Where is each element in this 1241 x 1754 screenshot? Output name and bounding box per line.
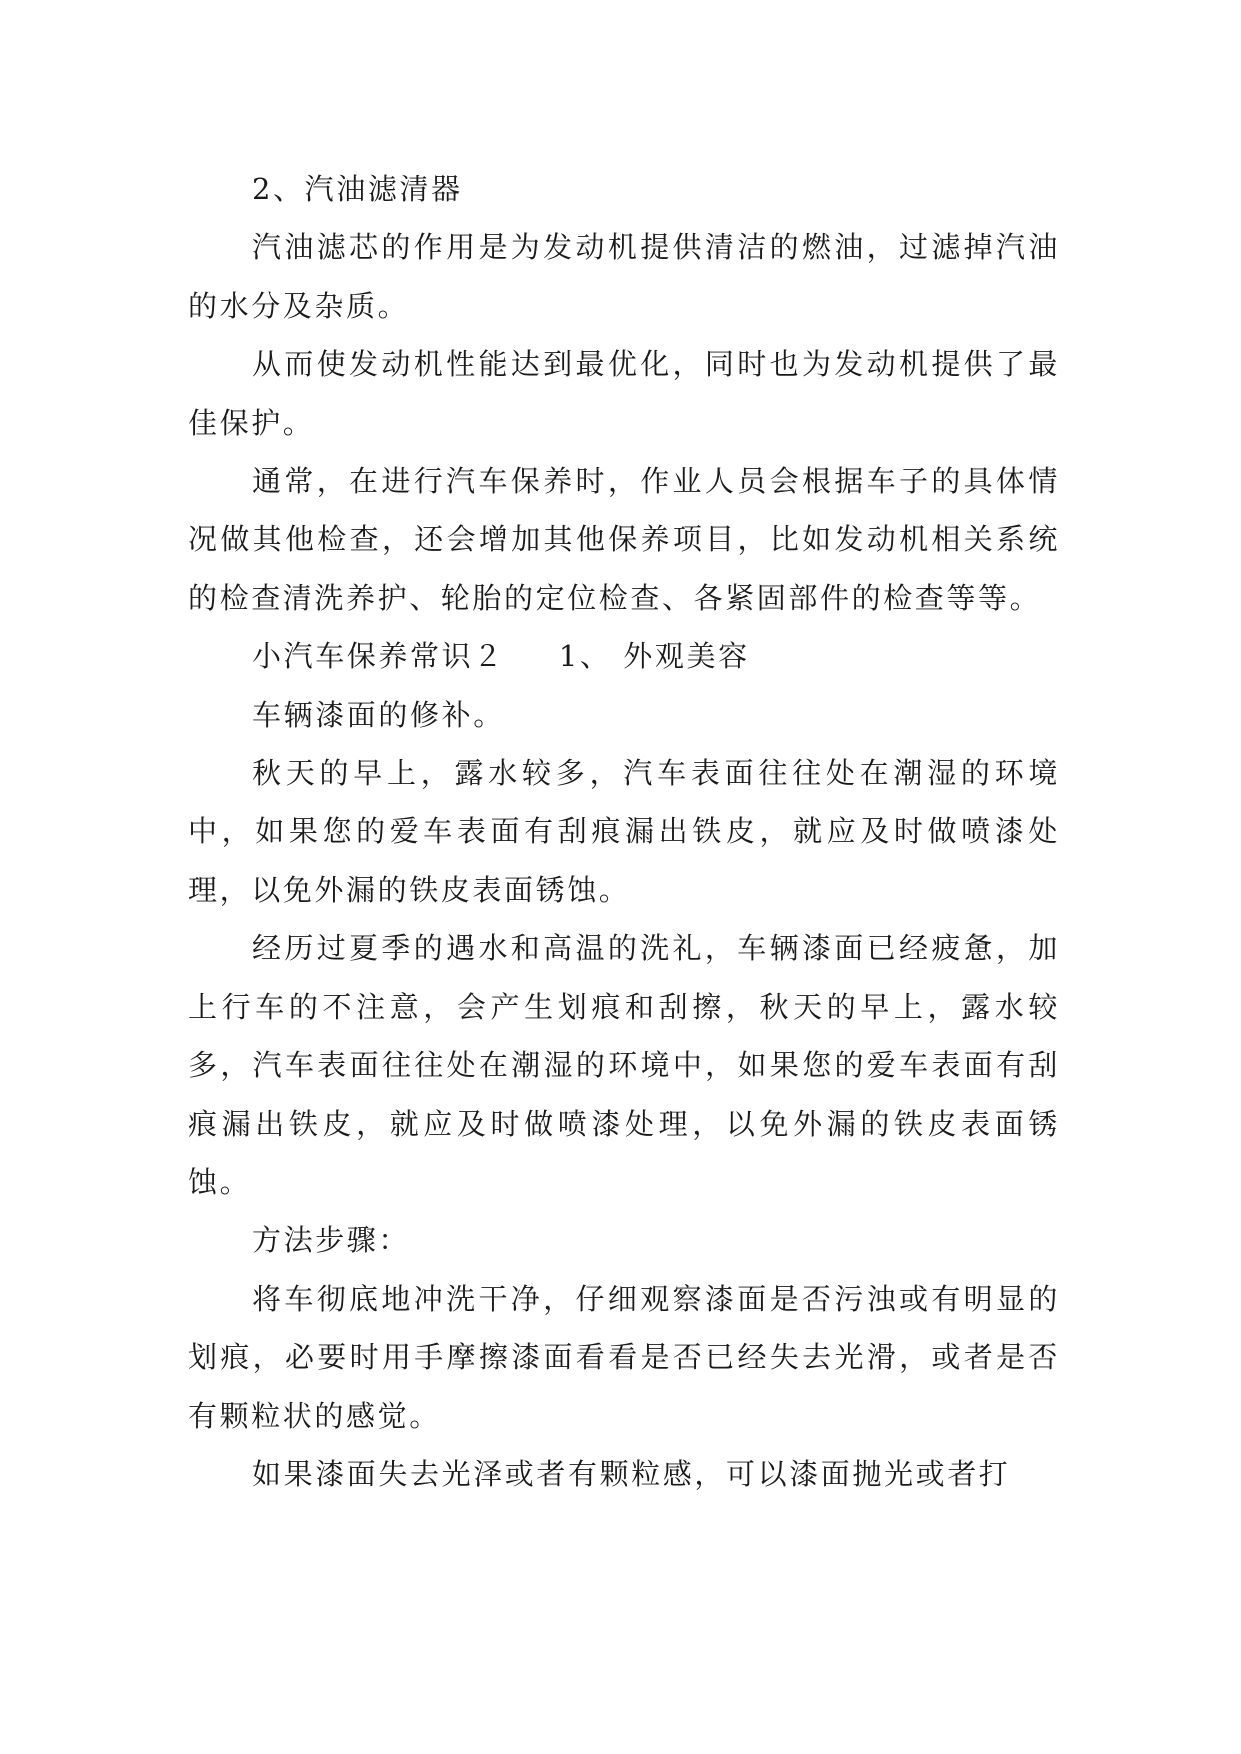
fuel-filter-benefit: 从而使发动机性能达到最优化，同时也为发动机提供了最佳保护。 bbox=[188, 347, 1060, 440]
autumn-dew-paragraph: 秋天的早上，露水较多，汽车表面往往处在潮湿的环境中，如果您的爱车表面有刮痕漏出铁皮，就应及时做喷漆处理，以免外漏的铁皮表面锈蚀。 bbox=[188, 756, 1060, 907]
fuel-filter-purpose: 汽油滤芯的作用是为发动机提供清洁的燃油，过滤掉汽油的水分及杂质。 bbox=[188, 230, 1060, 323]
summer-wear-paragraph: 经历过夏季的遇水和高温的洗礼，车辆漆面已经疲惫，加上行车的不注意，会产生划痕和刮擦，秋天的早上，露水较多，汽车表面往往处在潮湿的环境中，如果您的爱车表面有刮痕漏出铁皮，就应及时做喷漆处理，以免外漏的铁皮表面锈蚀。 bbox=[188, 931, 1060, 1199]
inspection-step-paragraph: 将车彻底地冲洗干净，仔细观察漆面是否污浊或有明显的划痕，必要时用手摩擦漆面看看是否已经失去光滑，或者是否有颗粒状的感觉。 bbox=[188, 1281, 1060, 1433]
section2-heading-line bbox=[188, 627, 1060, 685]
document-body bbox=[188, 160, 1060, 1503]
section2-subtitle: 1、 外观美容 bbox=[558, 639, 750, 674]
paint-repair-title: 车辆漆面的修补。 bbox=[252, 697, 505, 732]
method-steps-label: 方法步骤： bbox=[252, 1223, 411, 1258]
maintenance-extra-checks: 通常，在进行汽车保养时，作业人员会根据车子的具体情况做其他检查，还会增加其他保养项目，比如发动机相关系统的检查清洗养护、轮胎的定位检查、各紧固部件的检查等等。 bbox=[188, 464, 1060, 615]
section2-title: 小汽车保养常识２ bbox=[252, 639, 505, 674]
section-heading-fuel-filter: 2、汽油滤清器 bbox=[252, 172, 463, 206]
polish-step-paragraph: 如果漆面失去光泽或者有颗粒感，可以漆面抛光或者打 bbox=[252, 1456, 1011, 1491]
